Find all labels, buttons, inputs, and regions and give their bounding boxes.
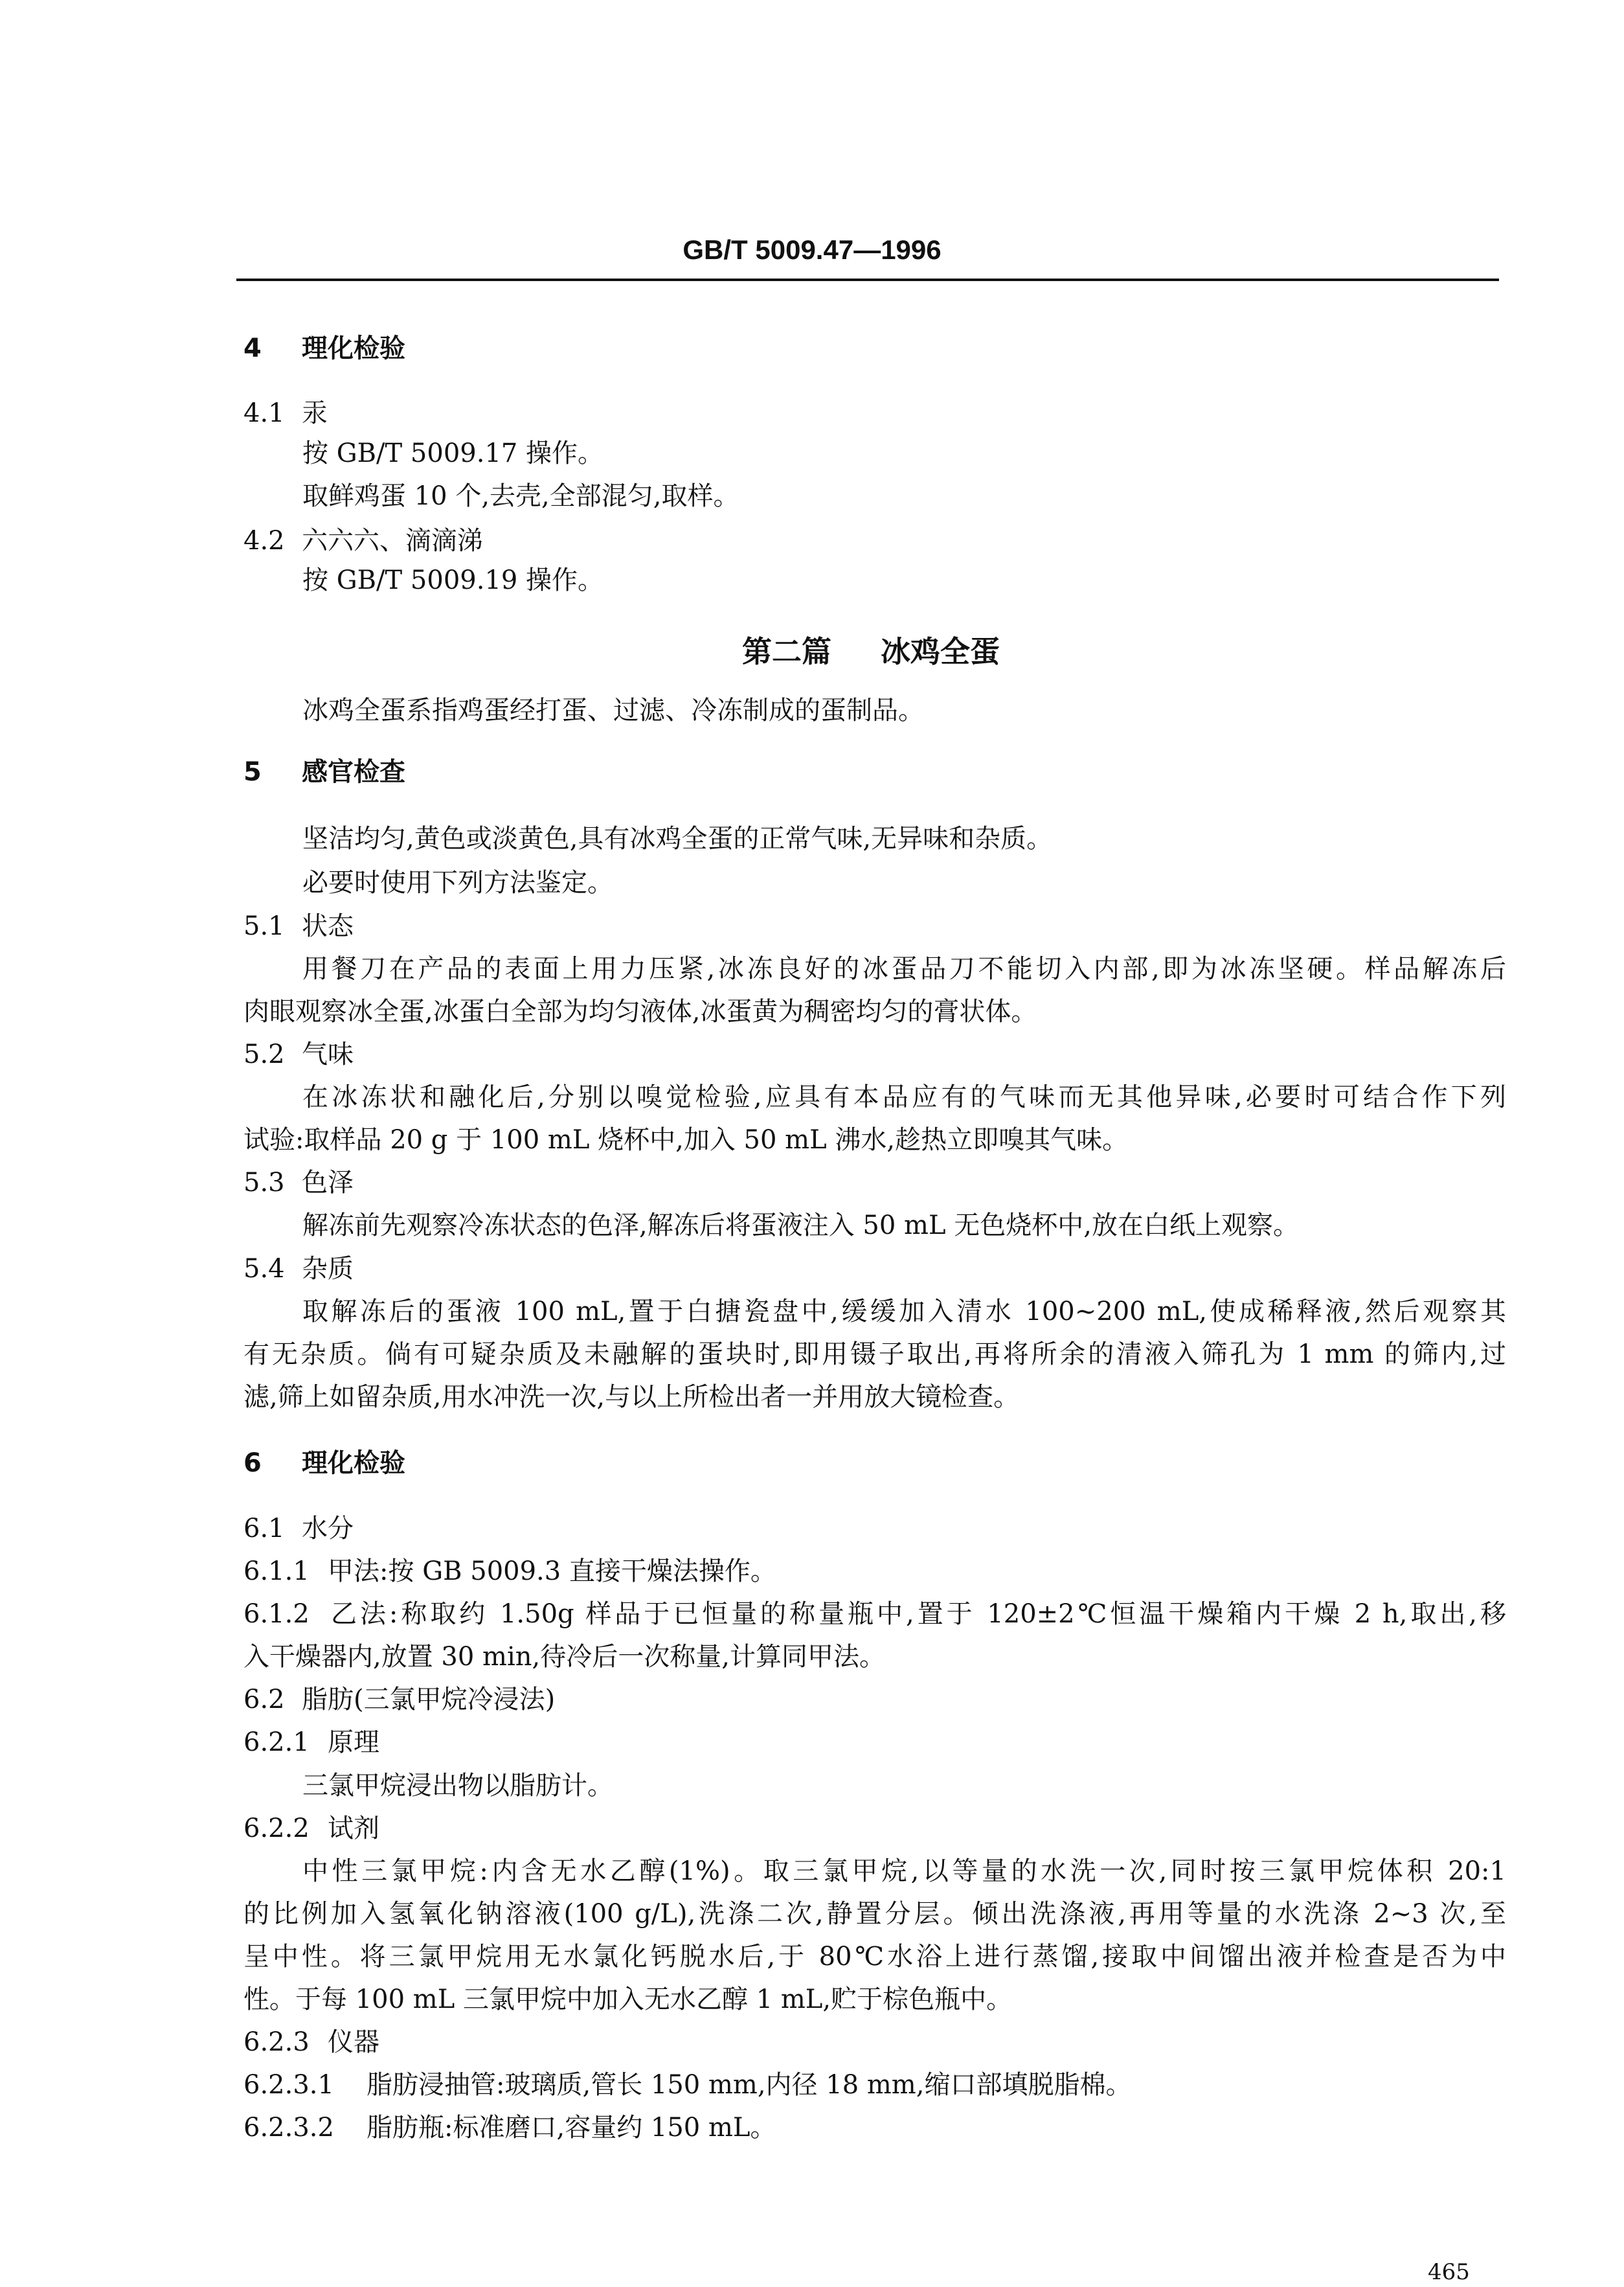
paragraph-line: 滤,筛上如留杂质,用水冲洗一次,与以上所检出者一并用放大镜检查。 bbox=[243, 1382, 1020, 1412]
paragraph: 三氯甲烷浸出物以脂肪计。 bbox=[302, 1771, 613, 1801]
section-6-1-heading: 6.1 水分 bbox=[243, 1514, 354, 1543]
section-5-heading: 5 感官检查 bbox=[243, 757, 405, 787]
paragraph-line: 的比例加入氢氧化钠溶液(100 g/L),洗涤二次,静置分层。倾出洗涤液,再用等量的水洗涤 2~3 次,至 bbox=[243, 1899, 1506, 1929]
part-title: 第二篇 冰鸡全蛋 bbox=[741, 634, 1000, 669]
section-6-1-2: 6.1.2 乙法:称取约 1.50g 样品于已恒量的称量瓶中,置于 120±2℃恒温干燥箱内干燥 2 h,取出,移 bbox=[243, 1599, 1506, 1629]
paragraph: 坚洁均匀,黄色或淡黄色,具有冰鸡全蛋的正常气味,无异味和杂质。 bbox=[302, 824, 1053, 854]
section-6-2-1-heading: 6.2.1 原理 bbox=[243, 1727, 379, 1757]
paragraph-line: 肉眼观察冰全蛋,冰蛋白全部为均匀液体,冰蛋黄为稠密均匀的膏状体。 bbox=[243, 997, 1037, 1027]
section-5-1-heading: 5.1 状态 bbox=[243, 911, 354, 941]
section-5-4-heading: 5.4 杂质 bbox=[243, 1254, 354, 1284]
page-number: 465 bbox=[1428, 2259, 1470, 2285]
paragraph-line: 呈中性。将三氯甲烷用无水氯化钙脱水后,于 80℃水浴上进行蒸馏,接取中间馏出液并检查是否为中 bbox=[243, 1942, 1506, 1972]
paragraph: 按 GB/T 5009.17 操作。 bbox=[302, 438, 604, 468]
section-6-heading: 6 理化检验 bbox=[243, 1448, 405, 1478]
section-5-3-heading: 5.3 色泽 bbox=[243, 1168, 354, 1198]
paragraph: 必要时使用下列方法鉴定。 bbox=[302, 868, 613, 898]
paragraph: 取鲜鸡蛋 10 个,去壳,全部混匀,取样。 bbox=[302, 481, 739, 511]
paragraph-line: 有无杂质。倘有可疑杂质及未融解的蛋块时,即用镊子取出,再将所余的清液入筛孔为 1 mm 的筛内,过 bbox=[243, 1339, 1506, 1369]
section-4-1-heading: 4.1 汞 bbox=[243, 398, 328, 428]
section-6-2-heading: 6.2 脂肪(三氯甲烷冷浸法) bbox=[243, 1685, 556, 1714]
section-4-heading: 4 理化检验 bbox=[243, 334, 405, 363]
paragraph: 冰鸡全蛋系指鸡蛋经打蛋、过滤、冷冻制成的蛋制品。 bbox=[302, 696, 924, 725]
paragraph-line: 入干燥器内,放置 30 min,待冷后一次称量,计算同甲法。 bbox=[243, 1642, 885, 1672]
paragraph-line: 性。于每 100 mL 三氯甲烷中加入无水乙醇 1 mL,贮于棕色瓶中。 bbox=[243, 1985, 1013, 2014]
section-6-2-3-2: 6.2.3.2 脂肪瓶:标准磨口,容量约 150 mL。 bbox=[243, 2113, 776, 2143]
section-6-2-2-heading: 6.2.2 试剂 bbox=[243, 1814, 379, 1843]
paragraph-line: 取解冻后的蛋液 100 mL,置于白搪瓷盘中,缓缓加入清水 100~200 mL,使成稀释液,然后观察其 bbox=[302, 1297, 1506, 1326]
paragraph-line: 用餐刀在产品的表面上用力压紧,冰冻良好的冰蛋品刀不能切入内部,即为冰冻坚硬。样品解冻后 bbox=[302, 954, 1506, 984]
header-rule bbox=[236, 279, 1499, 281]
paragraph-line: 试验:取样品 20 g 于 100 mL 烧杯中,加入 50 mL 沸水,趁热立即嗅其气味。 bbox=[243, 1125, 1129, 1155]
paragraph-line: 中性三氯甲烷:内含无水乙醇(1%)。取三氯甲烷,以等量的水洗一次,同时按三氯甲烷体积 20:1 bbox=[302, 1856, 1506, 1886]
section-5-2-heading: 5.2 气味 bbox=[243, 1040, 354, 1069]
paragraph-line: 解冻前先观察冷冻状态的色泽,解冻后将蛋液注入 50 mL 无色烧杯中,放在白纸上观察。 bbox=[302, 1211, 1299, 1240]
paragraph: 按 GB/T 5009.19 操作。 bbox=[302, 565, 604, 595]
section-4-2-heading: 4.2 六六六、滴滴涕 bbox=[243, 526, 483, 556]
section-6-2-3-1: 6.2.3.1 脂肪浸抽管:玻璃质,管长 150 mm,内径 18 mm,缩口部填脱脂棉。 bbox=[243, 2070, 1132, 2100]
running-header: GB/T 5009.47—1996 bbox=[682, 234, 942, 265]
paragraph-line: 在冰冻状和融化后,分别以嗅觉检验,应具有本品应有的气味而无其他异味,必要时可结合作下列 bbox=[302, 1082, 1506, 1112]
section-6-1-1: 6.1.1 甲法:按 GB 5009.3 直接干燥法操作。 bbox=[243, 1556, 776, 1586]
section-6-2-3-heading: 6.2.3 仪器 bbox=[243, 2027, 379, 2057]
